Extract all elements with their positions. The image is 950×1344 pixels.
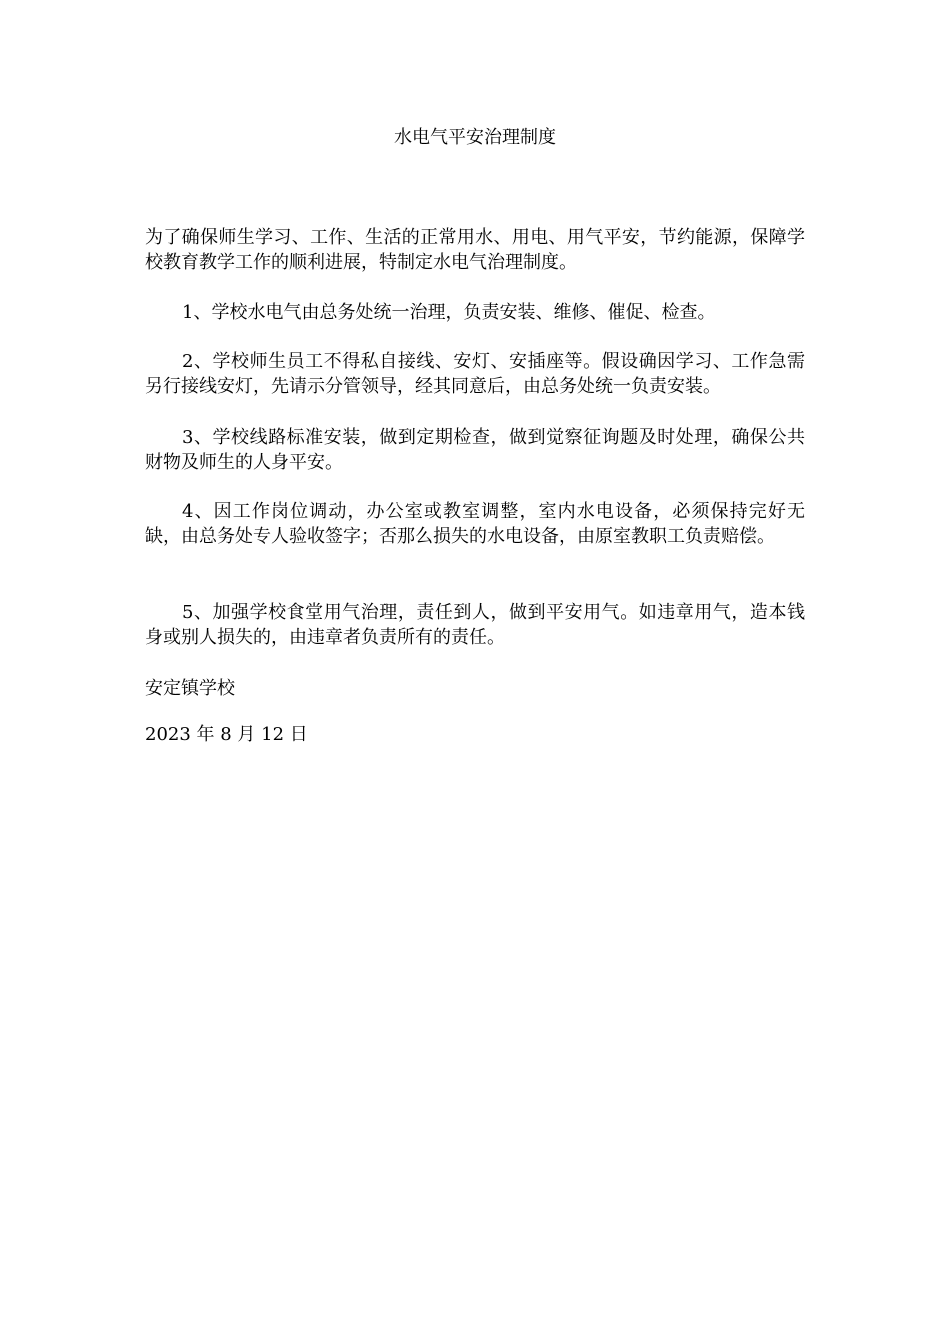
intro-paragraph: 为了确保师生学习、工作、生活的正常用水、用电、用气平安，节约能源，保障学校教育教学工作的顺利进展，特制定水电气治理制度。 <box>145 227 805 273</box>
rule-item-2: 2、学校师生员工不得私自接线、安灯、安插座等。假设确因学习、工作急需另行接线安灯，先请示分管领导，经其同意后，由总务处统一负责安装。 <box>145 351 805 397</box>
document-title: 水电气平安治理制度 <box>394 127 556 148</box>
signer-name: 安定镇学校 <box>145 678 235 699</box>
rule-item-3: 3、学校线路标准安装，做到定期检查，做到觉察征询题及时处理，确保公共财物及师生的人身平安。 <box>145 427 805 473</box>
rule-item-4: 4、因工作岗位调动，办公室或教室调整，室内水电设备，必须保持完好无缺，由总务处专人验收签字；否那么损失的水电设备，由原室教职工负责赔偿。 <box>145 501 805 547</box>
document-date: 2023 年 8 月 12 日 <box>145 724 308 745</box>
rule-item-5: 5、加强学校食堂用气治理，责任到人，做到平安用气。如违章用气，造本钱身或别人损失的，由违章者负责所有的责任。 <box>145 602 805 648</box>
rule-item-1: 1、学校水电气由总务处统一治理，负责安装、维修、催促、检查。 <box>182 302 716 323</box>
